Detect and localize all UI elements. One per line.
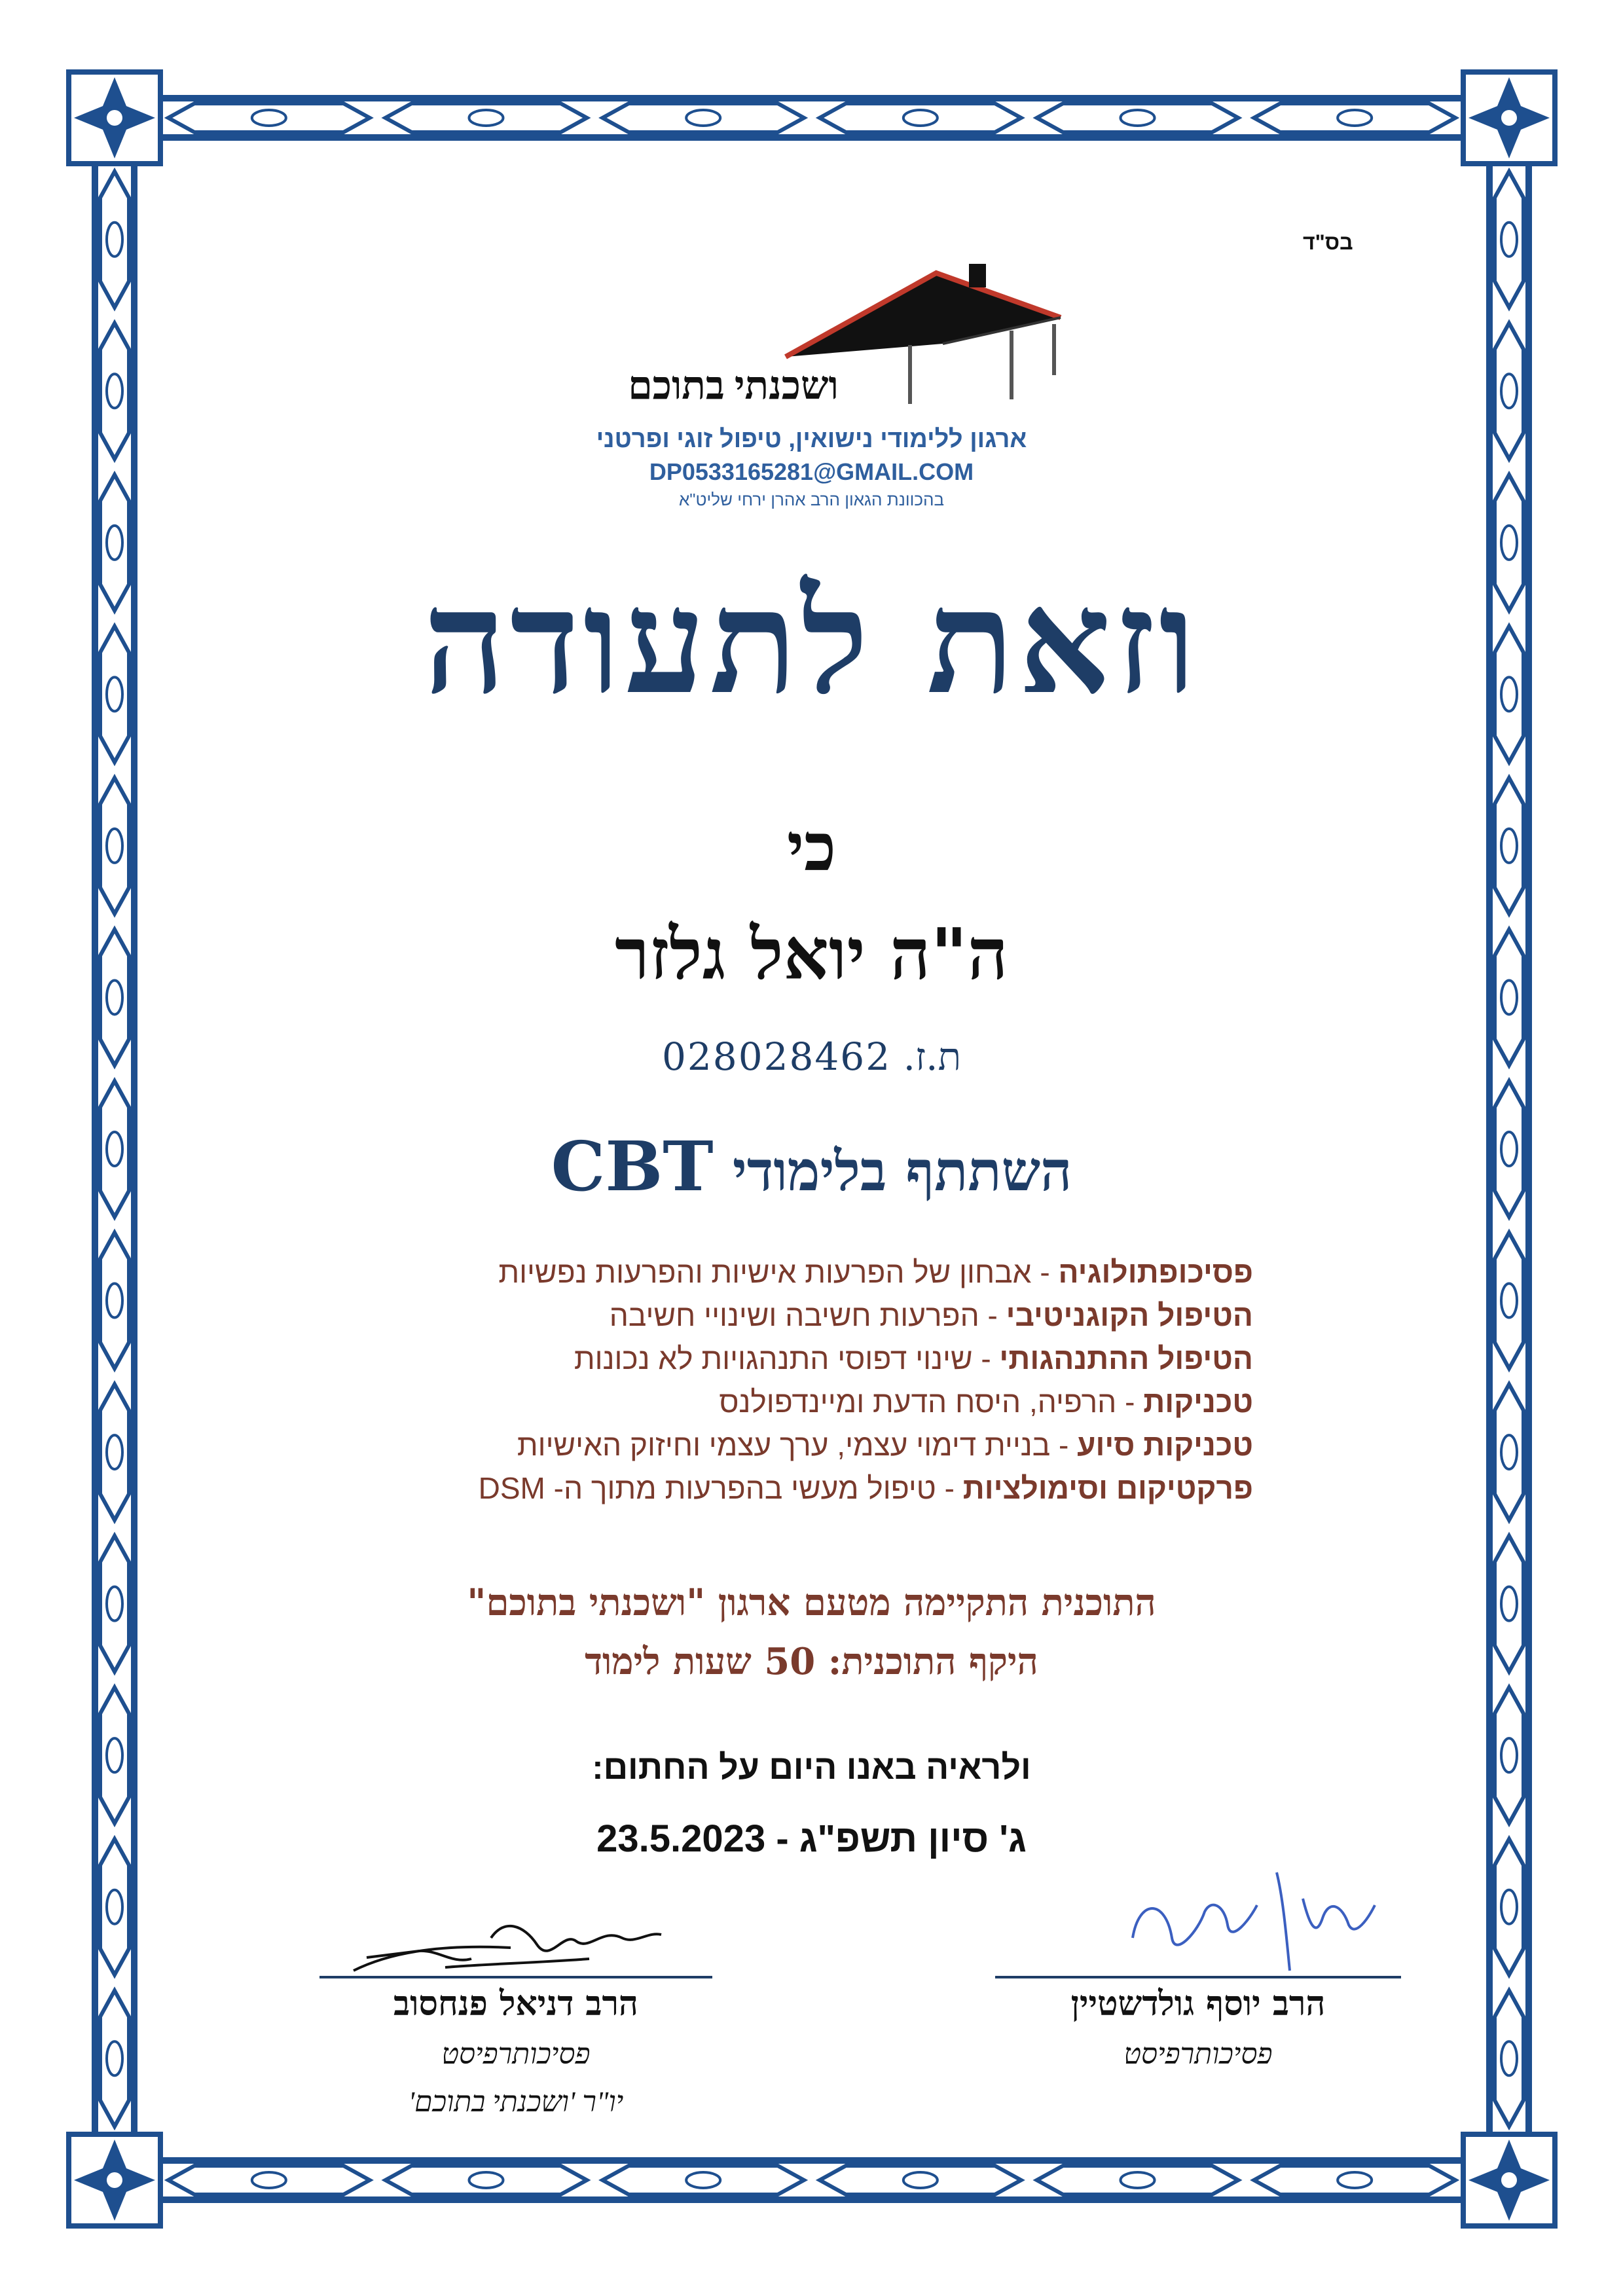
program-line-2: היקף התוכנית: 50 שעות לימוד — [585, 1640, 1038, 1683]
frame-dot-icon — [107, 1284, 122, 1318]
frame-segment-icon — [1254, 2166, 1455, 2195]
signatory-left-role2: יו"ר 'ושכנתי בתוכם' — [408, 2086, 624, 2118]
frame-dot-icon — [1501, 526, 1517, 560]
closing-statement: ולראיה באנו היום על החתום: — [592, 1749, 1031, 1787]
frame-segment-icon — [168, 103, 370, 132]
frame-star-center-icon — [1501, 2172, 1517, 2188]
frame-segment-icon — [1037, 2166, 1239, 2195]
signature-line-left — [319, 1976, 712, 1978]
frame-dot-icon — [1501, 374, 1517, 408]
frame-segment-icon — [820, 2166, 1021, 2195]
id-label: ת.ז. — [903, 1034, 961, 1079]
logo-name: ושכנתי בתוכם — [628, 364, 839, 407]
frame-dot-icon — [469, 110, 503, 126]
frame-dot-icon — [903, 2172, 938, 2188]
frame-segment-icon — [1495, 1990, 1523, 2126]
frame-star-center-icon — [107, 2172, 122, 2188]
frame-dot-icon — [1501, 1435, 1517, 1469]
frame-dot-icon — [1501, 1890, 1517, 1924]
id-line — [0, 1034, 1623, 1079]
frame-dot-icon — [1501, 2041, 1517, 2075]
frame-star-center-icon — [1501, 110, 1517, 126]
signatory-right-name: הרב יוסף גולדשטיין — [1070, 1984, 1326, 2024]
frame-dot-icon — [107, 1890, 122, 1924]
frame-segment-icon — [1037, 103, 1239, 132]
program-line-1: התוכנית התקיימה מטעם ארגון "ושכנתי בתוכם" — [467, 1581, 1156, 1624]
frame-segment-icon — [820, 103, 1021, 132]
frame-segment-icon — [386, 2166, 587, 2195]
frame-dot-icon — [107, 374, 122, 408]
frame-dot-icon — [252, 2172, 286, 2188]
frame-dot-icon — [469, 2172, 503, 2188]
frame-segment-icon — [100, 1990, 129, 2126]
topic-item: הטיפול הקוגניטיבי - הפרעות חשיבה ושינויי חשיבה — [609, 1298, 1253, 1332]
signatory-left-name: הרב דניאל פנחסוב — [393, 1984, 638, 2024]
frame-dot-icon — [903, 110, 938, 126]
frame-dot-icon — [1121, 110, 1155, 126]
frame-star-center-icon — [107, 110, 122, 126]
topic-item: פסיכופתולוגיה - אבחון של הפרעות אישיות והפרעות נפשיות — [498, 1255, 1253, 1289]
certificate-title: וזאת לתעודה — [423, 556, 1200, 726]
topic-item: הטיפול ההתנהגותי - שינוי דפוסי התנהגויות לא נכונות — [574, 1341, 1253, 1376]
frame-dot-icon — [107, 223, 122, 257]
signatory-left-role: פסיכותרפיסט — [441, 2038, 591, 2070]
frame-segment-icon — [1254, 103, 1455, 132]
frame-dot-icon — [107, 526, 122, 560]
frame-dot-icon — [1501, 1284, 1517, 1318]
frame-segment-icon — [1495, 1233, 1523, 1369]
frame-dot-icon — [1338, 2172, 1372, 2188]
frame-dot-icon — [252, 110, 286, 126]
signature-right-scribble — [1113, 1859, 1388, 1990]
frame-segment-icon — [1495, 172, 1523, 308]
topics-list — [337, 1250, 1253, 1510]
logo-patron: בהכוונת הגאון הרב אהרן ירחי שליט"א — [678, 490, 945, 509]
frame-segment-icon — [386, 103, 587, 132]
participated-line — [0, 1126, 1623, 1207]
recipient-name: ה"ה יואל גלזר — [615, 913, 1008, 996]
participated-prefix: השתתף בלימודי — [732, 1139, 1072, 1203]
participated-subject: CBT — [551, 1126, 714, 1207]
bsd-mark: בס"ד — [1303, 230, 1353, 254]
frame-segment-icon — [100, 1233, 129, 1369]
topic-item: טכניקות סיוע - בניית דימוי עצמי, ערך עצמי וחיזוק האישיות — [517, 1428, 1253, 1462]
signature-left-scribble — [340, 1912, 668, 1990]
frame-dot-icon — [1501, 223, 1517, 257]
logo-tagline: ארגון ללימודי נישואין, טיפול זוגי ופרטני — [596, 426, 1027, 453]
frame-dot-icon — [686, 110, 720, 126]
logo-email: DP0533165281@GMAIL.COM — [649, 458, 974, 485]
closing-date: ג' סיון תשפ"ג - 23.5.2023 — [596, 1817, 1027, 1860]
id-number: 028028462 — [662, 1034, 892, 1079]
frame-dot-icon — [1338, 110, 1372, 126]
frame-segment-icon — [168, 2166, 370, 2195]
frame-dot-icon — [107, 2041, 122, 2075]
frame-segment-icon — [602, 103, 804, 132]
frame-dot-icon — [1121, 2172, 1155, 2188]
topic-item: פרקטיקום וסימולציות - טיפול מעשי בהפרעות מתוך ה- DSM — [478, 1471, 1253, 1505]
frame-segment-icon — [1495, 1384, 1523, 1520]
frame-dot-icon — [107, 1435, 122, 1469]
signatory-right-role: פסיכותרפיסט — [1123, 2038, 1273, 2070]
frame-dot-icon — [686, 2172, 720, 2188]
frame-segment-icon — [100, 1384, 129, 1520]
frame-segment-icon — [100, 172, 129, 308]
frame-segment-icon — [602, 2166, 804, 2195]
certificate-ki: כי — [786, 809, 837, 886]
signature-line-right — [995, 1976, 1401, 1978]
topic-item: טכניקות - הרפיה, היסח הדעת ומיינדפולנס — [719, 1385, 1253, 1419]
